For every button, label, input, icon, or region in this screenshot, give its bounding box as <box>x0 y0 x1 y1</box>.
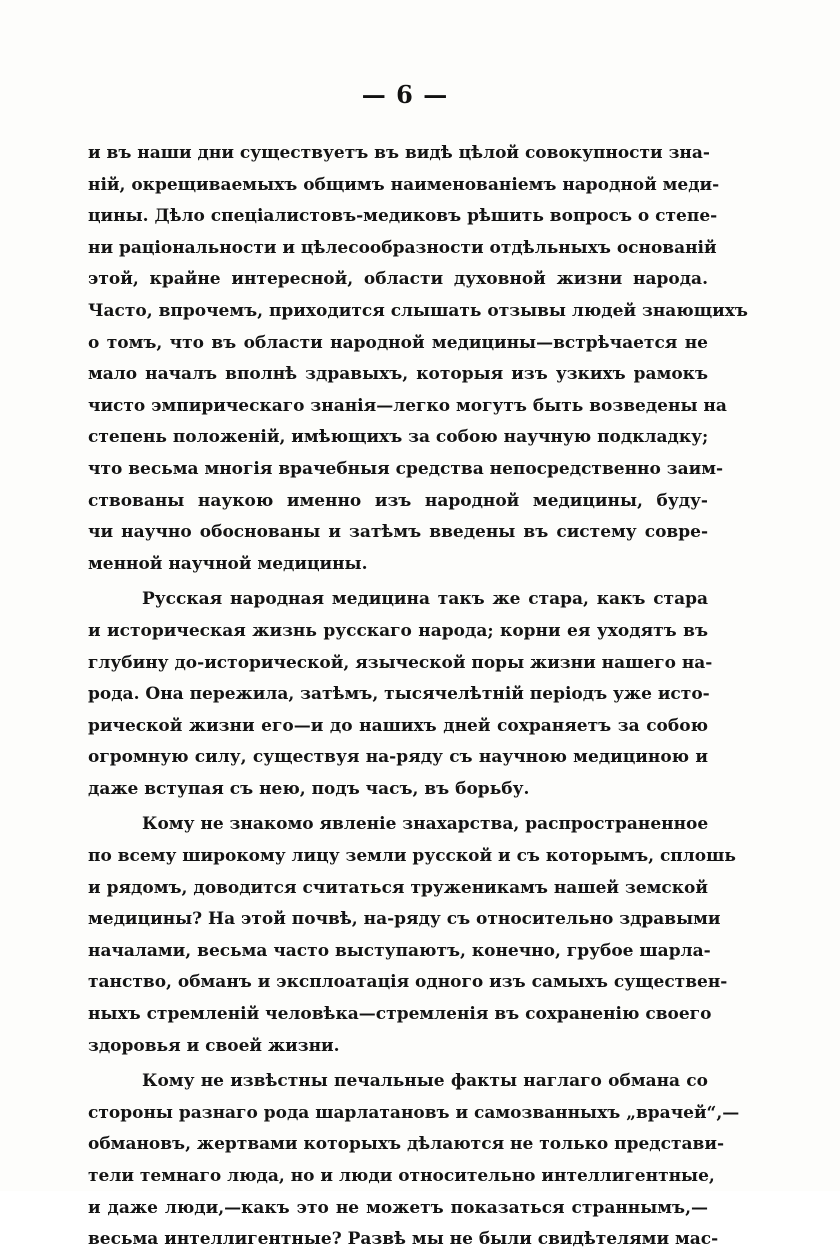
text-line: даже вступая съ нею, подъ часъ, въ борьбу. <box>88 778 530 799</box>
text-line: началами, весьма часто выступаютъ, конечно, грубое шарла- <box>88 940 711 961</box>
text-line: и даже люди,—какъ это не можетъ показаться страннымъ,— <box>88 1197 708 1218</box>
text-line: и рядомъ, доводится считаться труженикамъ нашей земской <box>88 877 708 898</box>
text-line: Кому не извѣстны печальные факты наглаго обмана со <box>142 1071 708 1092</box>
text-line: обмановъ, жертвами которыхъ дѣлаются не только представи- <box>88 1134 725 1155</box>
text-line: и въ наши дни существуетъ въ видѣ цѣлой совокупности зна- <box>88 143 710 163</box>
paragraph-1 <box>88 138 748 580</box>
text-line: цины. Дѣло спеціалистовъ-медиковъ рѣшить вопросъ о степе- <box>88 206 718 227</box>
paragraph-2 <box>88 584 713 805</box>
text-line: медицины? На этой почвѣ, на-ряду съ относительно здравыми <box>88 909 721 930</box>
text-line: о томъ, что въ области народной медицины—встрѣчается не <box>88 332 708 353</box>
text-line: что весьма многія врачебныя средства непосредственно заим- <box>88 458 724 479</box>
text-line: менной научной медицины. <box>88 553 368 574</box>
text-line: весьма интеллигентные? Развѣ мы не были свидѣтелями мас- <box>88 1229 719 1250</box>
text-line: Кому не знакомо явленіе знахарства, распространенное <box>142 814 709 835</box>
body-text <box>88 138 748 1256</box>
text-line: огромную силу, существуя на-ряду съ научною медициною и <box>88 747 708 768</box>
page-number: — 6 — <box>361 80 449 109</box>
text-line: этой, крайне интересной, области духовной жизни народа. <box>88 269 708 290</box>
text-line: рода. Она пережила, затѣмъ, тысячелѣтній періодъ уже исто- <box>88 684 710 705</box>
text-line: мало началъ вполнѣ здравыхъ, которыя изъ узкихъ рамокъ <box>88 364 708 385</box>
text-line: танство, обманъ и эксплоатація одного изъ самыхъ существен- <box>88 972 728 993</box>
paragraph-3 <box>88 809 736 1062</box>
text-line: Русская народная медицина такъ же стара, какъ стара <box>142 589 708 610</box>
text-line: по всему широкому лицу земли русской и съ которымъ, сплошь <box>88 846 736 867</box>
text-line: ныхъ стремленій человѣка—стремленія въ сохраненію своего <box>88 1004 712 1025</box>
text-line: чи научно обоснованы и затѣмъ введены въ систему совре- <box>88 522 708 543</box>
text-line: и историческая жизнь русскаго народа; корни ея уходятъ въ <box>88 620 708 641</box>
text-line: здоровья и своей жизни. <box>88 1035 340 1056</box>
text-line: глубину до-исторической, языческой поры жизни нашего на- <box>88 652 713 673</box>
text-line: ній, окрещиваемыхъ общимъ наименованіемъ народной меди- <box>88 174 720 195</box>
text-line: ствованы наукою именно изъ народной медицины, буду- <box>88 490 708 511</box>
text-line: рической жизни его—и до нашихъ дней сохраняетъ за собою <box>88 715 708 736</box>
text-line: степень положеній, имѣющихъ за собою научную подкладку; <box>88 427 709 448</box>
text-line: Часто, впрочемъ, приходится слышать отзывы людей знающихъ <box>88 300 748 321</box>
text-line: чисто эмпирическаго знанія—легко могутъ быть возведены на <box>88 395 727 416</box>
paragraph-4 <box>88 1066 740 1256</box>
text-line: стороны разнаго рода шарлатановъ и самозванныхъ „врачей“,— <box>88 1102 740 1123</box>
text-line: ни раціональности и цѣлесообразности отдѣльныхъ основаній <box>88 237 717 258</box>
text-line: тели темнаго люда, но и люди относительно интеллигентные, <box>88 1166 715 1186</box>
